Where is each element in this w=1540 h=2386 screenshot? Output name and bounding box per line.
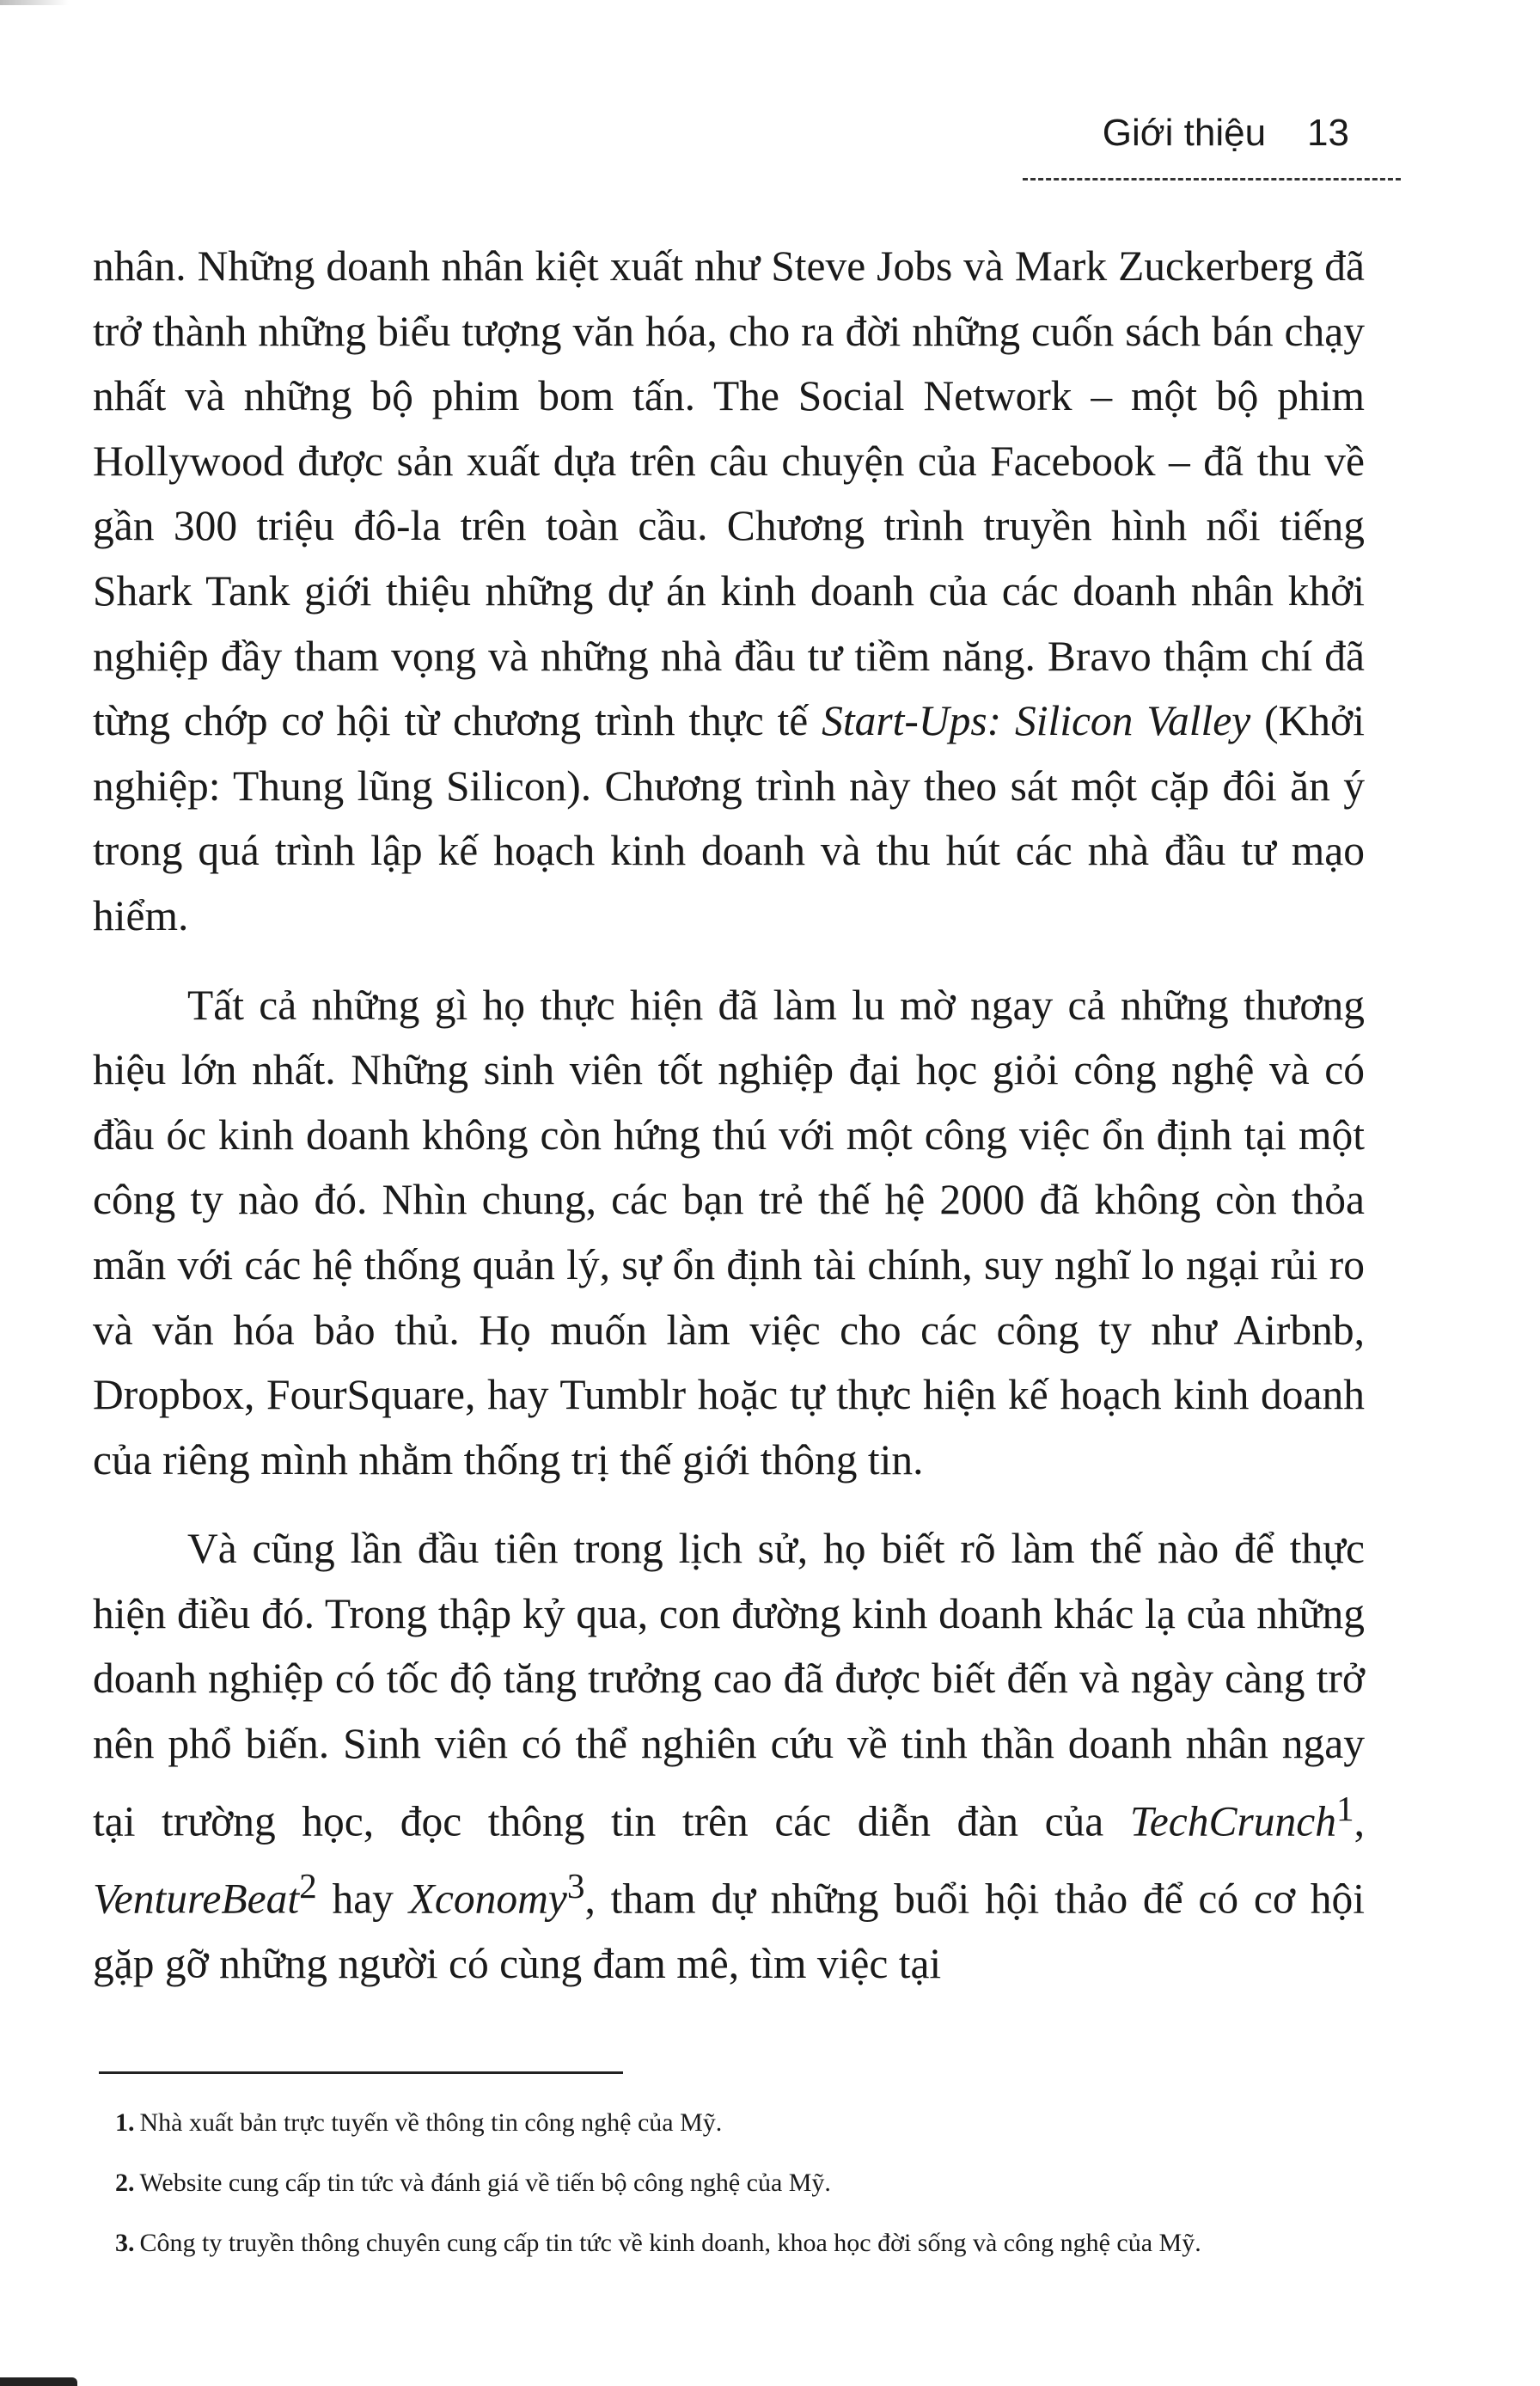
page-edge-mark (0, 2377, 77, 2386)
footnote-ref-1: 1 (1336, 1788, 1354, 1828)
paragraph-1-text-b: (Khởi nghiệp: Thung lũng Silicon). Chương trình này theo sát một cặp đôi ăn ý trong quá trình lập kế hoạch kinh doanh và thu hút các nhà đầu tư mạo hiểm. (93, 697, 1365, 939)
footnote-divider (99, 2071, 623, 2074)
paragraph-3-italic-xconomy: Xconomy (408, 1875, 567, 1923)
footnote-text: Website cung cấp tin tức và đánh giá về tiến bộ công nghệ của Mỹ. (139, 2169, 831, 2197)
paragraph-3 (93, 1516, 1365, 1996)
paragraph-3-text-a: Và cũng lần đầu tiên trong lịch sử, họ biết rõ làm thế nào để thực hiện điều đó. Trong thập kỷ qua, con đường kinh doanh khác lạ của những doanh nghiệp có tốc độ tăng trưởng cao đã được biết đến và ngày càng trở nên phổ biến. Sinh viên có thể nghiên cứu về tinh thần doanh nhân ngay tại trường học, đọc thông tin trên các diễn đàn của (93, 1525, 1365, 1845)
footnote-number: 2. (115, 2169, 135, 2197)
footnote-text: Nhà xuất bản trực tuyến về thông tin công nghệ của Mỹ. (139, 2108, 723, 2137)
paragraph-3-italic-venturebeat: VentureBeat (93, 1875, 300, 1923)
chapter-title: Giới thiệu (1102, 112, 1267, 154)
footnote-number: 1. (115, 2108, 135, 2137)
running-header (1023, 112, 1401, 180)
footnote-1 (115, 2106, 1361, 2140)
page-corner-mark (0, 0, 69, 5)
footnote-ref-3: 3 (566, 1865, 585, 1906)
footnote-number: 3. (115, 2229, 135, 2257)
page-number: 13 (1307, 112, 1349, 154)
footnotes (115, 2106, 1361, 2286)
paragraph-3-text-b: , tham dự những buổi hội thảo để có cơ hội gặp gỡ những người có cùng đam mê, tìm việc tại (93, 1875, 1365, 1987)
paragraph-1 (93, 234, 1365, 949)
paragraph-1-text-a: nhân. Những doanh nhân kiệt xuất như Steve Jobs và Mark Zuckerberg đã trở thành những biểu tượng văn hóa, cho ra đời những cuốn sách bán chạy nhất và những bộ phim bom tấn. The Social Network – một bộ phim Hollywood được sản xuất dựa trên câu chuyện của Facebook – đã thu về gần 300 triệu đô-la trên toàn cầu. Chương trình truyền hình nổi tiếng Shark Tank giới thiệu những dự án kinh doanh của các doanh nhân khởi nghiệp đầy tham vọng và những nhà đầu tư tiềm năng. Bravo thậm chí đã từng chớp cơ hội từ chương trình thực tế (93, 242, 1365, 745)
footnote-3 (115, 2226, 1361, 2261)
body-text (93, 234, 1365, 1996)
paragraph-3-italic-techcrunch: TechCrunch (1129, 1797, 1336, 1845)
footnote-text: Công ty truyền thông chuyên cung cấp tin tức về kinh doanh, khoa học đời sống và công nghệ của Mỹ. (139, 2229, 1201, 2257)
footnote-2 (115, 2166, 1361, 2200)
paragraph-1-show-title: Start-Ups: Silicon Valley (822, 697, 1251, 745)
paragraph-3-sep-2: hay (316, 1875, 409, 1923)
paragraph-3-sep-1: , (1354, 1797, 1365, 1845)
paragraph-2: Tất cả những gì họ thực hiện đã làm lu mờ ngay cả những thương hiệu lớn nhất. Những sinh viên tốt nghiệp đại học giỏi công nghệ và có đầu óc kinh doanh không còn hứng thú với một công việc ổn định tại một công ty nào đó. Nhìn chung, các bạn trẻ thế hệ 2000 đã không còn thỏa mãn với các hệ thống quản lý, sự ổn định tài chính, suy nghĩ lo ngại rủi ro và văn hóa bảo thủ. Họ muốn làm việc cho các công ty như Airbnb, Dropbox, FourSquare, hay Tumblr hoặc tự thực hiện kế hoạch kinh doanh của riêng mình nhằm thống trị thế giới thông tin. (93, 981, 1365, 1484)
footnote-ref-2: 2 (299, 1865, 317, 1906)
